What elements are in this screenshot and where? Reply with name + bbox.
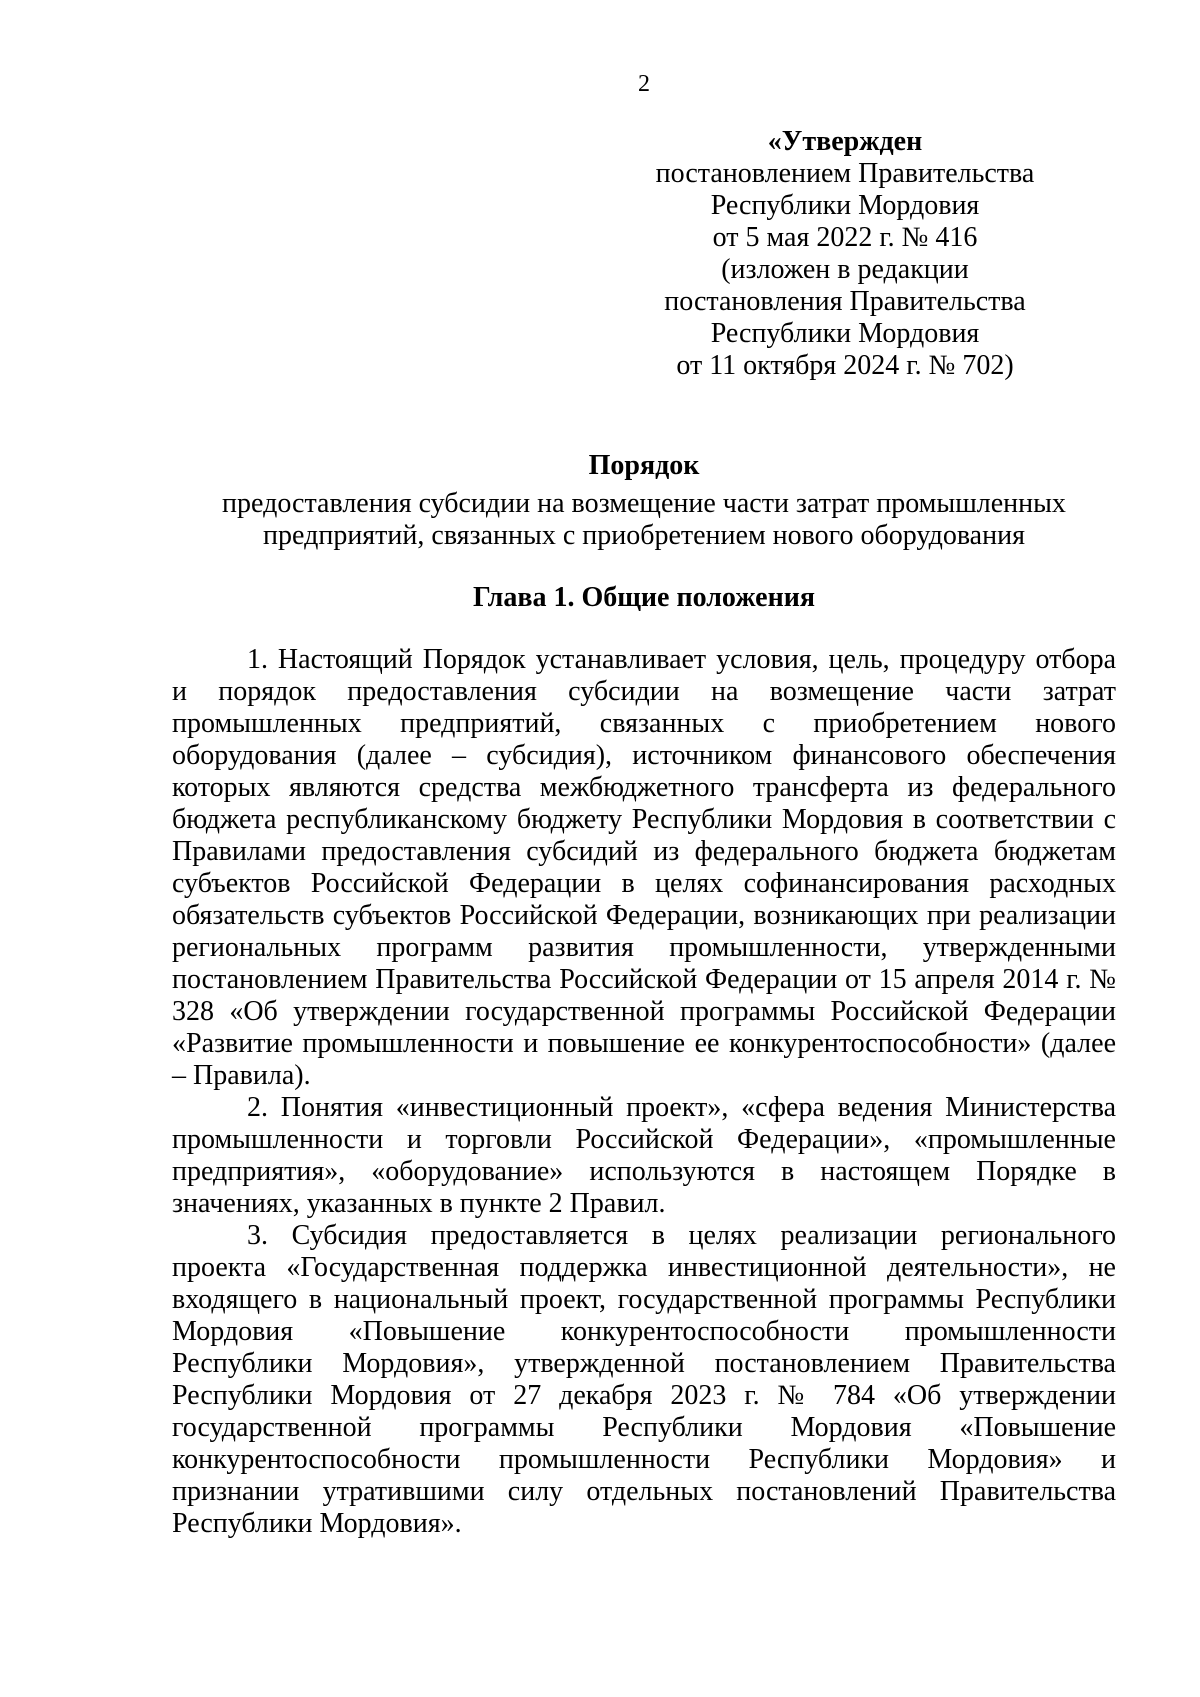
approval-line-1: «Утвержден — [767, 126, 923, 157]
title-subtitle-line-1: предоставления субсидии на возмещение части затрат промышленных — [222, 488, 1066, 519]
approval-line-2: постановлением Правительства — [655, 158, 1035, 189]
approval-line-5: (изложен в редакции — [721, 254, 969, 285]
approval-stamp — [655, 126, 1035, 382]
paragraph-2: 2. Понятия «инвестиционный проект», «сфера ведения Министерства промышленности и торговли Российской Федерации», «промышленные предприятия», «оборудование» используются в настоящем Порядке в значениях, указанных в пункте 2 Правил. — [172, 1092, 1116, 1219]
approval-line-6: постановления Правительства — [664, 286, 1026, 317]
approval-line-8: от 11 октября 2024 г. № 702) — [676, 350, 1014, 381]
approval-line-4: от 5 мая 2022 г. № 416 — [712, 222, 978, 253]
paragraph-3: 3. Субсидия предоставляется в целях реализации регионального проекта «Государственная поддержка инвестиционной деятельности», не входящего в национальный проект, государственной программы Республики Мордовия «Повышение конкурентоспособности промышленности Республики Мордовия», утвержденной постановлением Правительства Республики Мордовия от 27 декабря 2023 г. № 784 «Об утверждении государственной программы Республики Мордовия «Повышение конкурентоспособности промышленности Республики Мордовия» и признании утратившими силу отдельных постановлений Правительства Республики Мордовия». — [172, 1220, 1116, 1539]
title-subtitle-line-2: предприятий, связанных с приобретением нового оборудования — [263, 520, 1025, 551]
document-title — [172, 450, 1116, 552]
approval-line-3: Республики Мордовия — [710, 190, 980, 221]
document-body — [172, 644, 1116, 1540]
approval-line-7: Республики Мордовия — [710, 318, 980, 349]
page-number: 2 — [638, 71, 650, 97]
chapter-heading: Глава 1. Общие положения — [472, 582, 815, 613]
title-heading: Порядок — [588, 450, 700, 481]
paragraph-1: 1. Настоящий Порядок устанавливает условия, цель, процедуру отбора и порядок предоставления субсидии на возмещение части затрат промышленных предприятий, связанных с приобретением нового оборудования (далее – субсидия), источником финансового обеспечения которых являются средства межбюджетного трансферта из федерального бюджета республиканскому бюджету Республики Мордовия в соответствии с Правилами предоставления субсидий из федерального бюджета бюджетам субъектов Российской Федерации в целях софинансирования расходных обязательств субъектов Российской Федерации, возникающих при реализации региональных программ развития промышленности, утвержденными постановлением Правительства Российской Федерации от 15 апреля 2014 г. № 328 «Об утверждении государственной программы Российской Федерации «Развитие промышленности и повышение ее конкурентоспособности» (далее – Правила). — [172, 644, 1116, 1091]
